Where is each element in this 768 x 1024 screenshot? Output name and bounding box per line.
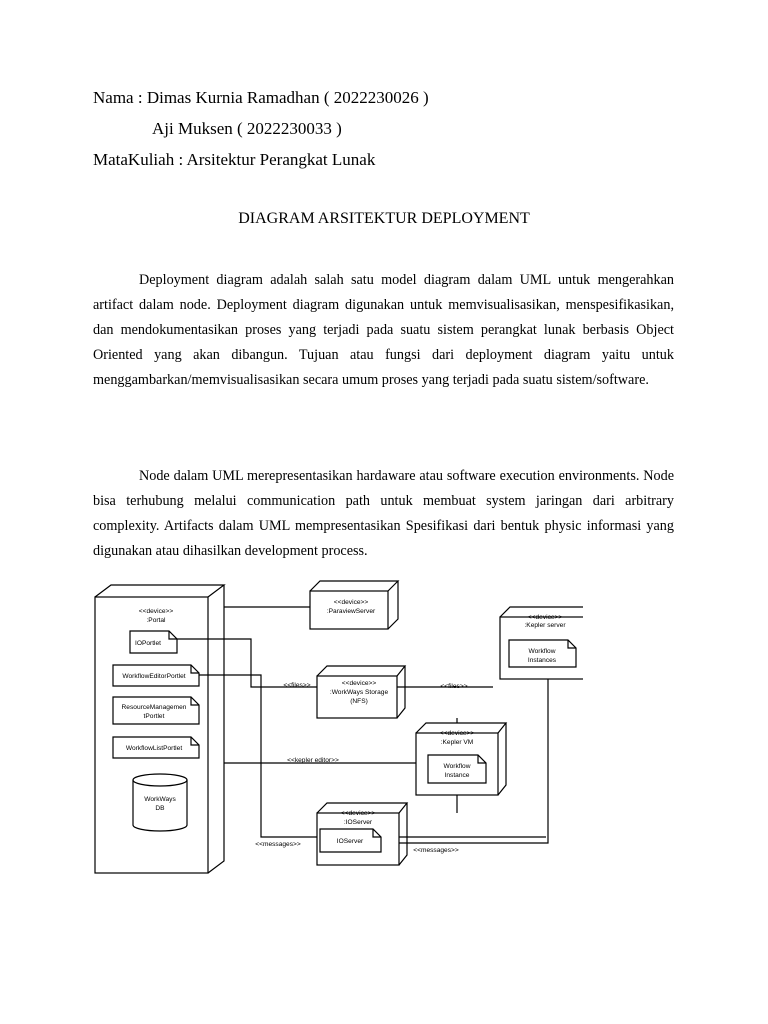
resource-management-label-1: ResourceManagemen — [121, 704, 187, 711]
paragraph-node — [93, 464, 674, 564]
kepler-vm-name: :Kepler VM — [440, 739, 474, 746]
files-label-right: <<files>> — [440, 683, 468, 690]
workways-db-label-1: WorkWays — [144, 796, 176, 803]
messages-label-left: <<messages>> — [255, 841, 301, 848]
kepler-server-artifact-1: Workflow — [528, 648, 556, 655]
paraview-name: :ParaviewServer — [326, 608, 376, 615]
course-line: MataKuliah : Arsitektur Perangkat Lunak — [93, 150, 376, 169]
portal-stereotype: <<device>> — [138, 608, 174, 615]
messages-label-right: <<messages>> — [413, 847, 459, 854]
deployment-diagram — [93, 575, 583, 875]
paragraph-deployment — [93, 268, 674, 393]
author-line-1: Nama : Dimas Kurnia Ramadhan ( 2022230026 ) — [93, 88, 429, 107]
paragraph-node-text: Node dalam UML merepresentasikan hardaware atau software execution environments. Node bisa terhubung melalui communication path untuk membuat system jaringan dari arbitrary complexity. Artifacts dalam UML mempresentasikan Spesifikasi dari bentuk physic informasi yang digunakan atau dihasilkan development process. — [93, 468, 674, 559]
kepler-vm-artifact-2: Instance — [444, 772, 470, 779]
author-line-2: Aji Muksen ( 2022230033 ) — [152, 119, 342, 138]
resource-management-label-2: tPortlet — [143, 713, 165, 720]
paraview-stereotype: <<device>> — [333, 599, 369, 606]
portal-name: :Portal — [146, 617, 166, 624]
kepler-vm-stereotype: <<device>> — [439, 730, 475, 737]
kepler-server-stereotype: <<device>> — [527, 614, 563, 621]
kepler-server-artifact-2: Instances — [527, 657, 557, 664]
kepler-vm-artifact-1: Workflow — [443, 763, 471, 770]
kepler-server-name: :Kepler server — [524, 622, 566, 629]
storage-sub: (NFS) — [350, 698, 368, 705]
ioserver-name: :IOServer — [343, 819, 373, 826]
ioportlet-label: IOPortlet — [134, 640, 162, 647]
storage-name: :WorkWays Storage — [329, 689, 389, 696]
document-title: DIAGRAM ARSITEKTUR DEPLOYMENT — [238, 210, 530, 227]
kepler-editor-label: <<kepler editor>> — [287, 757, 339, 764]
workways-db-label-2: DB — [155, 805, 165, 812]
paragraph-deployment-text: Deployment diagram adalah salah satu model diagram dalam UML untuk mengerahkan artifact dalam node. Deployment diagram digunakan untuk memvisualisasikan, menspesifikasikan, dan mendokumentasikan proses yang terjadi pada suatu sistem perangkat lunak berbasis Object Oriented yang akan dibangun. Tujuan atau fungsi dari deployment diagram yaitu untuk menggambarkan/memvisualisasikan secara umum proses yang terjadi pada suatu sistem/software. — [93, 272, 674, 388]
storage-stereotype: <<device>> — [341, 680, 377, 687]
communication-paths — [177, 607, 548, 843]
ioserver-artifact-label: IOServer — [336, 838, 364, 845]
workflow-list-label: WorkflowListPortlet — [125, 745, 183, 752]
files-label-left: <<files>> — [283, 682, 311, 689]
workflow-editor-label: WorkflowEditorPortlet — [122, 673, 186, 680]
ioserver-stereotype: <<device>> — [340, 810, 376, 817]
